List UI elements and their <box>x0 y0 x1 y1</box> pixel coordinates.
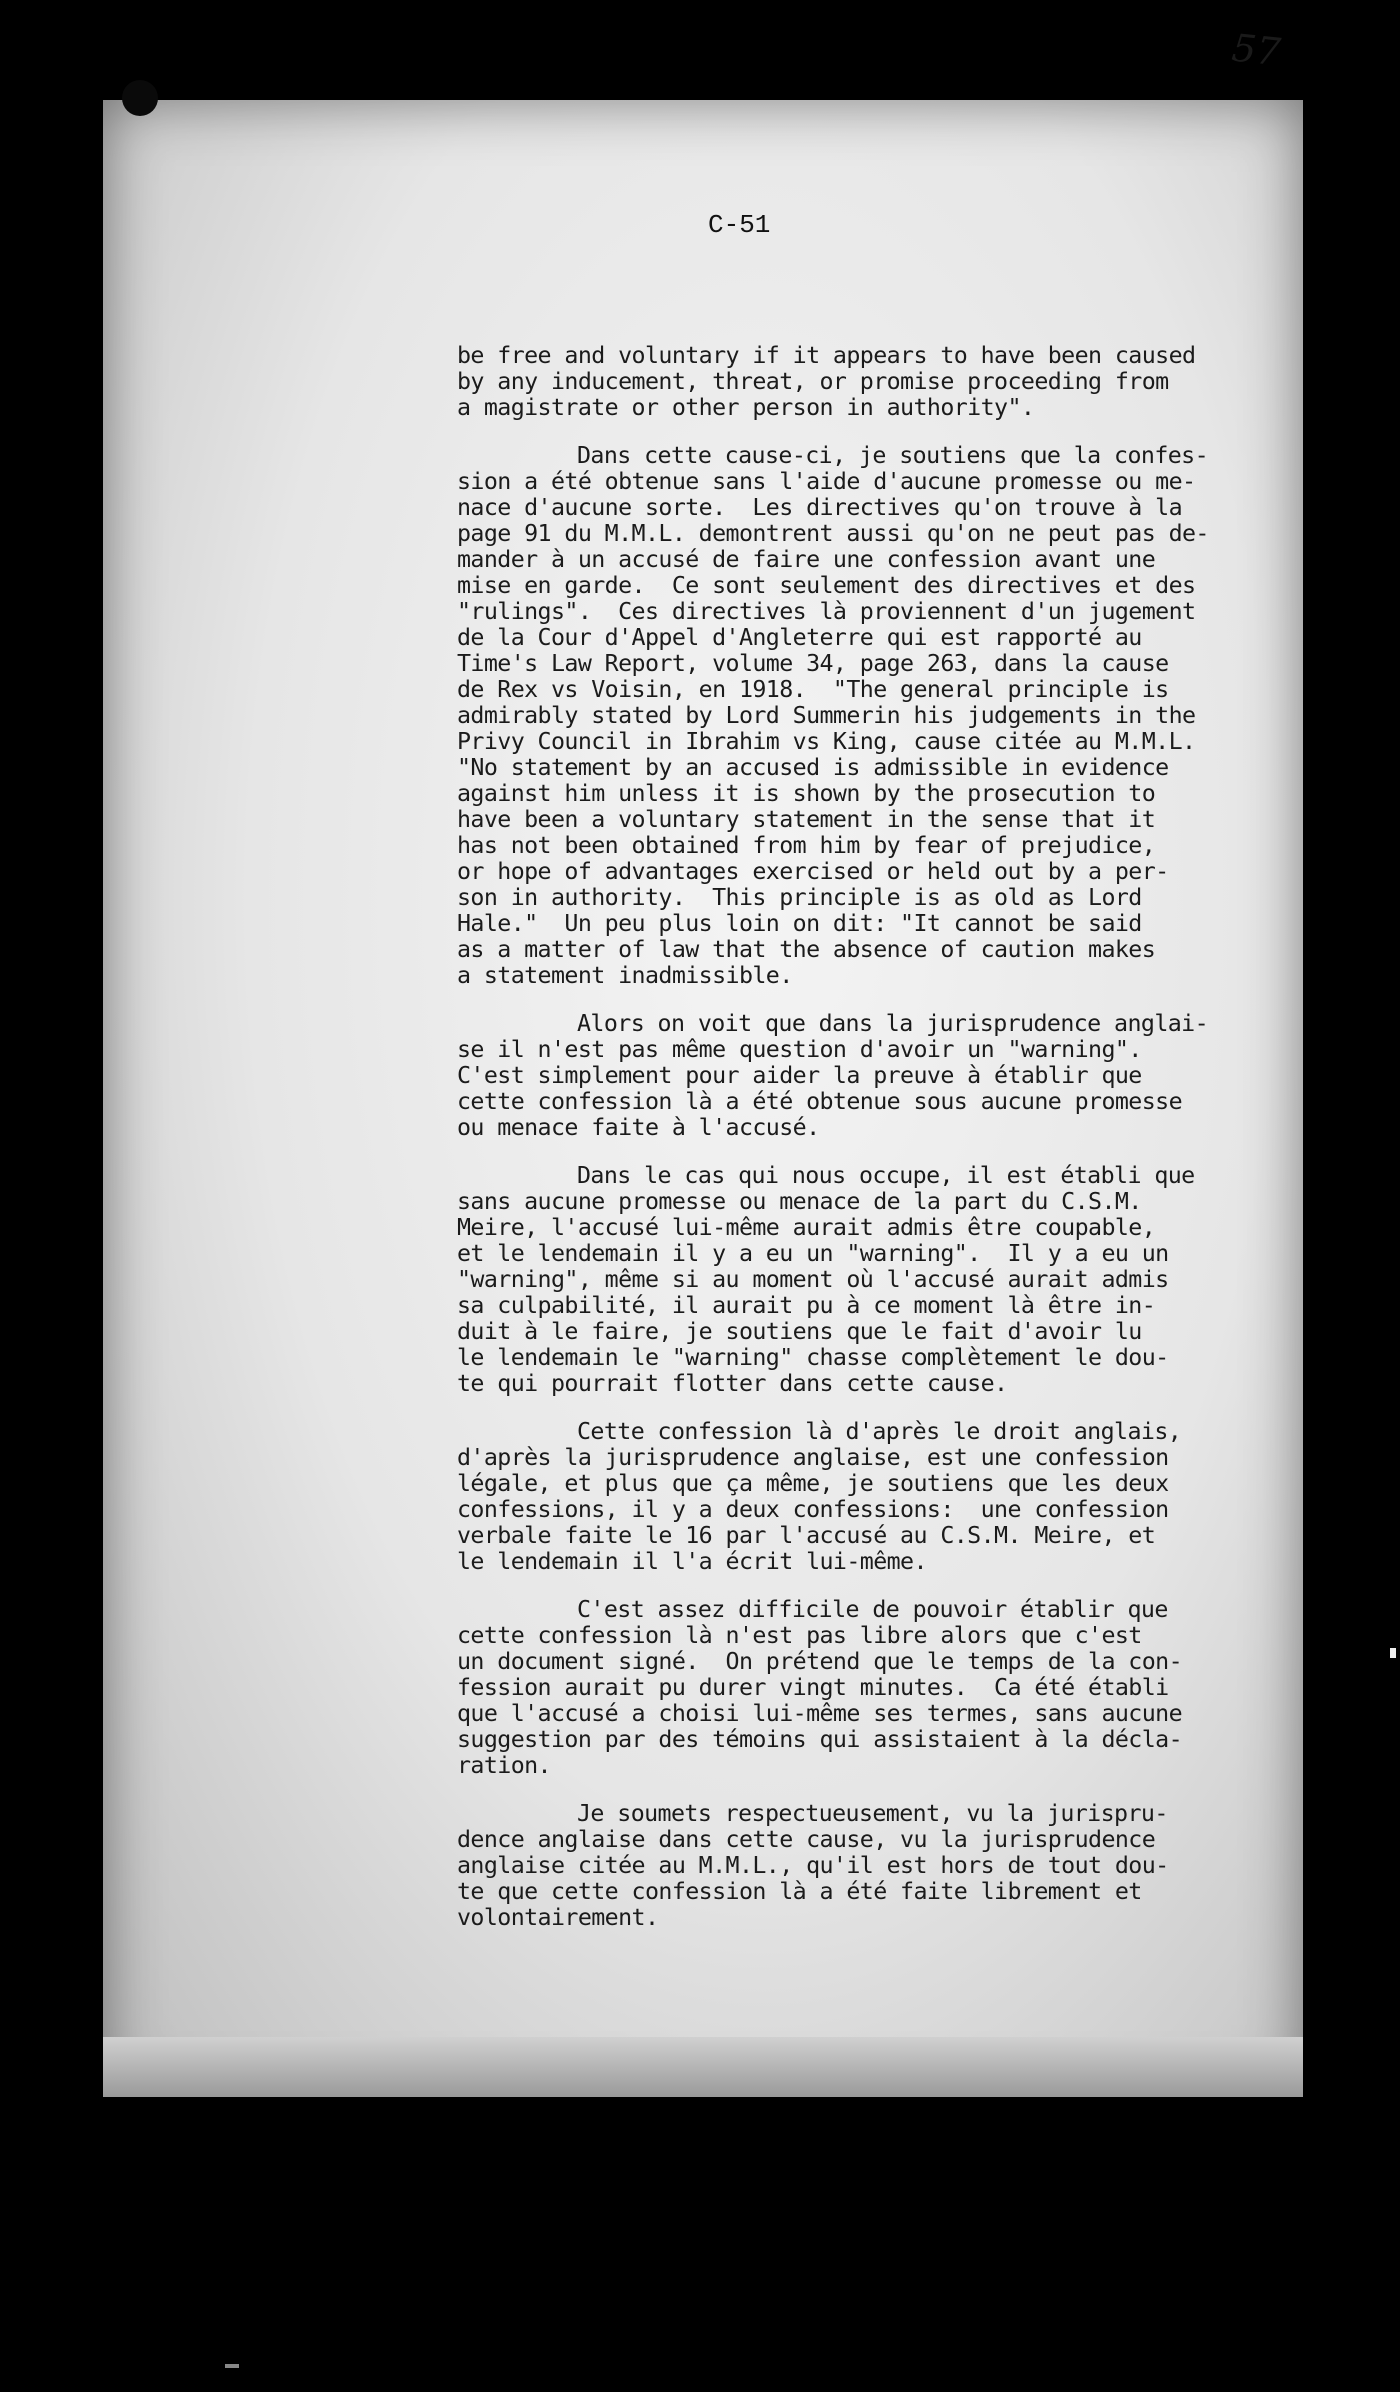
text-line: dence anglaise dans cette cause, vu la jurisprudence <box>457 1826 1156 1853</box>
document-body <box>457 343 1297 1953</box>
text-line: cette confession là n'est pas libre alors que c'est <box>457 1622 1142 1649</box>
paragraph <box>457 1419 1297 1575</box>
text-line: as a matter of law that the absence of caution makes <box>457 936 1156 963</box>
text-line: confessions, il y a deux confessions: une confession <box>457 1496 1169 1523</box>
text-line: et le lendemain il y a eu un "warning". Il y a eu un <box>457 1240 1169 1267</box>
text-line: Time's Law Report, volume 34, page 263, dans la cause <box>457 650 1169 677</box>
text-line: page 91 du M.M.L. demontrent aussi qu'on ne peut pas de- <box>457 520 1209 547</box>
text-line: nace d'aucune sorte. Les directives qu'on trouve à la <box>457 494 1182 521</box>
text-line: de Rex vs Voisin, en 1918. "The general principle is <box>457 676 1169 703</box>
text-line: sans aucune promesse ou menace de la part du C.S.M. <box>457 1188 1142 1215</box>
text-line: son in authority. This principle is as old as Lord <box>457 884 1142 911</box>
text-line: te qui pourrait flotter dans cette cause. <box>457 1370 1008 1397</box>
text-line: cette confession là a été obtenue sous aucune promesse <box>457 1088 1182 1115</box>
punch-hole <box>122 80 158 116</box>
text-line: te que cette confession là a été faite librement et <box>457 1878 1142 1905</box>
text-line: Dans le cas qui nous occupe, il est établi que <box>577 1162 1195 1189</box>
text-line: be free and voluntary if it appears to have been caused <box>457 342 1196 369</box>
text-line: fession aurait pu durer vingt minutes. Ca été établi <box>457 1674 1169 1701</box>
text-line: Meire, l'accusé lui-même aurait admis être coupable, <box>457 1214 1156 1241</box>
text-line: d'après la jurisprudence anglaise, est une confession <box>457 1444 1169 1471</box>
text-line: Je soumets respectueusement, vu la jurispru- <box>577 1800 1168 1827</box>
page-code: C-51 <box>708 210 771 240</box>
paragraph <box>457 443 1297 989</box>
text-line: have been a voluntary statement in the sense that it <box>457 806 1156 833</box>
text-line: de la Cour d'Appel d'Angleterre qui est rapporté au <box>457 624 1142 651</box>
text-line: le lendemain le "warning" chasse complètement le dou- <box>457 1344 1169 1371</box>
text-line: légale, et plus que ça même, je soutiens que les deux <box>457 1470 1169 1497</box>
text-line: suggestion par des témoins qui assistaient à la décla- <box>457 1726 1182 1753</box>
text-line: Dans cette cause-ci, je soutiens que la confes- <box>577 442 1209 469</box>
page-bottom-edge <box>103 2037 1303 2097</box>
text-line: against him unless it is shown by the prosecution to <box>457 780 1156 807</box>
paragraph <box>457 1163 1297 1397</box>
paragraph <box>457 1801 1297 1931</box>
text-line: Hale." Un peu plus loin on dit: "It cannot be said <box>457 910 1142 937</box>
text-line: mander à un accusé de faire une confession avant une <box>457 546 1156 573</box>
text-line: admirably stated by Lord Summerin his judgements in the <box>457 702 1196 729</box>
paragraph <box>457 1597 1297 1779</box>
text-line: sion a été obtenue sans l'aide d'aucune promesse ou me- <box>457 468 1196 495</box>
text-line: by any inducement, threat, or promise proceeding from <box>457 368 1169 395</box>
text-line: mise en garde. Ce sont seulement des directives et des <box>457 572 1196 599</box>
text-line: Alors on voit que dans la jurisprudence anglai- <box>577 1010 1209 1037</box>
text-line: sa culpabilité, il aurait pu à ce moment là être in- <box>457 1292 1156 1319</box>
handwritten-page-number: 57 <box>1229 25 1283 75</box>
text-line: un document signé. On prétend que le temps de la con- <box>457 1648 1182 1675</box>
scan-artifact <box>225 2364 239 2368</box>
text-line: duit à le faire, je soutiens que le fait d'avoir lu <box>457 1318 1142 1345</box>
text-line: que l'accusé a choisi lui-même ses termes, sans aucune <box>457 1700 1182 1727</box>
text-line: se il n'est pas même question d'avoir un "warning". <box>457 1036 1142 1063</box>
text-line: C'est assez difficile de pouvoir établir que <box>577 1596 1168 1623</box>
text-line: verbale faite le 16 par l'accusé au C.S.M. Meire, et <box>457 1522 1156 1549</box>
paragraph <box>457 343 1297 421</box>
text-line: has not been obtained from him by fear of prejudice, <box>457 832 1156 859</box>
text-line: Privy Council in Ibrahim vs King, cause citée au M.M.L. <box>457 728 1196 755</box>
text-line: ou menace faite à l'accusé. <box>457 1114 820 1141</box>
scan-artifact <box>1390 1648 1396 1658</box>
text-line: a statement inadmissible. <box>457 962 793 989</box>
text-line: a magistrate or other person in authority". <box>457 394 1035 421</box>
text-line: "No statement by an accused is admissible in evidence <box>457 754 1169 781</box>
text-line: "warning", même si au moment où l'accusé aurait admis <box>457 1266 1169 1293</box>
text-line: anglaise citée au M.M.L., qu'il est hors de tout dou- <box>457 1852 1169 1879</box>
text-line: ration. <box>457 1752 551 1779</box>
text-line: "rulings". Ces directives là proviennent d'un jugement <box>457 598 1196 625</box>
text-line: le lendemain il l'a écrit lui-même. <box>457 1548 927 1575</box>
text-line: Cette confession là d'après le droit anglais, <box>577 1418 1182 1445</box>
paragraph <box>457 1011 1297 1141</box>
text-line: C'est simplement pour aider la preuve à établir que <box>457 1062 1142 1089</box>
text-line: or hope of advantages exercised or held out by a per- <box>457 858 1169 885</box>
text-line: volontairement. <box>457 1904 659 1931</box>
